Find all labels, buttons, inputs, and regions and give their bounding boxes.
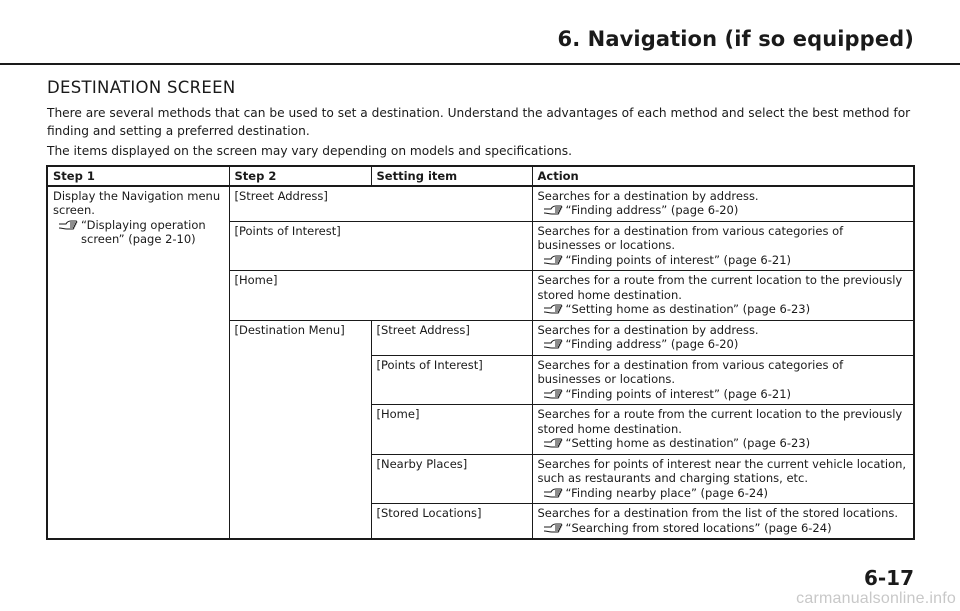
step2-cell — [229, 221, 532, 271]
action-text: Searches for a destination by address. — [537, 322, 759, 337]
intro-paragraph: There are several methods that can be used to set a destination. Understand the advantages of each method and select the best method for finding and setting a preferred destination. — [47, 106, 911, 138]
action-cell — [532, 271, 914, 321]
pointing-hand-icon — [543, 303, 563, 315]
setting-item-label: [Street Address] — [376, 322, 470, 337]
step2-cell — [229, 271, 532, 321]
step2-label: [Points of Interest] — [234, 223, 341, 238]
action-text: Searches for a destination from the list of the stored locations. — [537, 506, 899, 520]
pointing-hand-icon — [543, 254, 563, 266]
action-text: Searches for a destination by address. — [537, 188, 759, 203]
setting-item-label: [Home] — [376, 407, 420, 421]
reference-link — [538, 436, 909, 451]
reference-link — [538, 387, 909, 402]
setting-item-cell — [371, 405, 532, 455]
reference-text: “Searching from stored locations” (page 6-24) — [565, 520, 832, 535]
setting-item-cell — [371, 454, 532, 504]
pointing-hand-icon — [543, 388, 563, 400]
step1-cell — [47, 186, 229, 540]
chapter-title: 6. Navigation (if so equipped) — [557, 27, 914, 51]
setting-item-label: [Points of Interest] — [376, 357, 483, 372]
action-cell — [532, 504, 914, 540]
reference-link — [538, 486, 909, 501]
action-cell — [532, 186, 914, 222]
action-text: Searches for a route from the current location to the previously stored home destination. — [537, 407, 903, 436]
note-paragraph: The items displayed on the screen may vary depending on models and specifications. — [47, 144, 572, 158]
page-number: 6-17 — [863, 566, 914, 590]
reference-text: “Finding nearby place” (page 6-24) — [565, 485, 769, 500]
pointing-hand-icon — [543, 487, 563, 499]
setting-item-cell — [371, 504, 532, 540]
action-text: Searches for a route from the current location to the previously stored home destination. — [537, 273, 903, 302]
reference-link — [538, 521, 909, 536]
setting-item-cell — [371, 320, 532, 355]
action-cell — [532, 320, 914, 355]
header-rule — [0, 63, 960, 65]
section-title: DESTINATION SCREEN — [47, 78, 236, 97]
header-action: Action — [532, 166, 914, 186]
reference-link — [53, 218, 224, 247]
reference-text: “Finding address” (page 6-20) — [565, 337, 739, 351]
step2-label: [Street Address] — [234, 188, 328, 203]
reference-text: “Setting home as destination” (page 6-23) — [565, 436, 811, 450]
pointing-hand-icon — [58, 219, 78, 231]
setting-item-label: [Nearby Places] — [376, 456, 468, 471]
pointing-hand-icon — [543, 338, 563, 350]
action-text: Searches for a destination from various categories of businesses or locations. — [537, 357, 844, 386]
action-text: Searches for points of interest near the current vehicle location, such as restaurants and charging stations, etc. — [537, 456, 907, 485]
pointing-hand-icon — [543, 204, 563, 216]
step2-cell — [229, 320, 371, 539]
step1-text: Display the Navigation menu screen. — [53, 188, 221, 217]
watermark: carmanualsonline.info — [796, 590, 956, 607]
table-header-row — [47, 166, 914, 186]
action-cell — [532, 454, 914, 504]
setting-item-cell — [371, 355, 532, 405]
reference-text: “Finding points of interest” (page 6-21) — [565, 386, 792, 401]
reference-link — [538, 253, 909, 268]
step2-label: [Destination Menu] — [234, 322, 345, 337]
reference-text: “Setting home as destination” (page 6-23) — [565, 302, 811, 316]
action-cell — [532, 221, 914, 271]
reference-text: “Finding address” (page 6-20) — [565, 203, 739, 217]
action-text: Searches for a destination from various categories of businesses or locations. — [537, 223, 844, 252]
step2-label: [Home] — [234, 273, 278, 287]
pointing-hand-icon — [543, 437, 563, 449]
destination-methods-table — [46, 165, 915, 540]
step2-cell — [229, 186, 532, 222]
reference-text: “Displaying operation screen” (page 2-10) — [81, 217, 206, 246]
reference-link — [538, 337, 909, 352]
header-setting-item: Setting item — [371, 166, 532, 186]
reference-link — [538, 302, 909, 317]
action-cell — [532, 405, 914, 455]
table-row — [47, 186, 914, 222]
action-cell — [532, 355, 914, 405]
setting-item-label: [Stored Locations] — [376, 506, 482, 520]
header-step2: Step 2 — [229, 166, 371, 186]
reference-link — [538, 203, 909, 218]
reference-text: “Finding points of interest” (page 6-21) — [565, 252, 792, 267]
header-step1: Step 1 — [47, 166, 229, 186]
pointing-hand-icon — [543, 522, 563, 534]
